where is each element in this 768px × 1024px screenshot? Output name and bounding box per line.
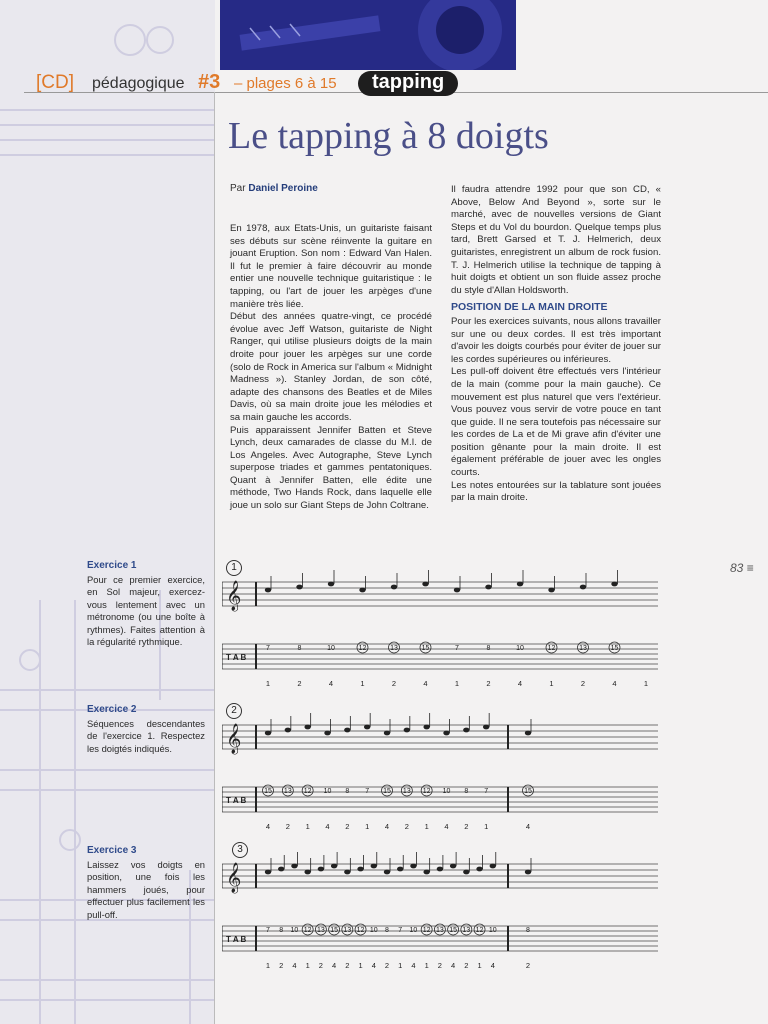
finger-number: 2 (391, 679, 397, 688)
note-head (291, 864, 297, 869)
finger-number: 4 (423, 679, 428, 688)
finger-number: 1 (358, 961, 363, 970)
note-head (344, 870, 350, 875)
note-head (423, 870, 429, 875)
tab-number: 13 (402, 788, 411, 795)
tab-number: 8 (486, 645, 491, 652)
author-name: Daniel Peroine (248, 183, 318, 194)
note-head (525, 870, 531, 875)
finger-number: 1 (365, 822, 370, 831)
note-head (384, 731, 390, 736)
tab-number: 7 (266, 927, 270, 934)
note-head (304, 870, 310, 875)
note-head (265, 731, 271, 736)
finger-number: 4 (444, 822, 449, 831)
finger-number: 4 (265, 822, 271, 831)
tab-number: 10 (442, 788, 451, 795)
section-header (36, 68, 506, 98)
finger-number: 1 (360, 679, 365, 688)
paragraph: Les pull-off doivent être effectués vers l'intérieur de la main (comme pour la main gauche). Ce mouvement est plus naturel que vers l'extérieur. Vous pouvez vous servir de votre pouce en tant que guide. Il ne sera toutefois pas nécessaire sur les cordes de La et de Mi grave afin d'éviter une position gênante pour la main droite. Il est également préférable de jouer avec les ongles courts. (451, 366, 661, 479)
note-head (485, 585, 491, 590)
note-head (397, 867, 403, 872)
finger-number: 4 (384, 822, 390, 831)
exercise-2-notation (222, 703, 662, 833)
note-head (483, 725, 489, 730)
article-title: Le tapping à 8 doigts (228, 115, 549, 157)
finger-number: 2 (437, 961, 442, 970)
note-head (359, 588, 365, 593)
note-head (328, 582, 334, 587)
section-heading: POSITION DE LA MAIN DROITE (451, 301, 608, 314)
finger-number: 2 (525, 961, 531, 970)
finger-number: 2 (486, 679, 491, 688)
exercise-2-title: Exercice 2 (87, 704, 137, 715)
finger-number: 4 (411, 961, 416, 970)
finger-number: 2 (404, 822, 409, 831)
treble-clef-icon: 𝄞 (226, 581, 242, 611)
note-head (384, 870, 390, 875)
note-head (463, 728, 469, 733)
note-head (611, 582, 617, 587)
tab-number: 7 (398, 927, 403, 934)
finger-number: 1 (424, 822, 429, 831)
article-column-1 (230, 223, 432, 513)
finger-number: 4 (525, 822, 531, 831)
tab-number: 15 (610, 645, 619, 652)
tab-number: 7 (365, 788, 370, 795)
finger-number: 2 (580, 679, 586, 688)
column-rule (214, 92, 215, 1024)
paragraph: Il faudra attendre 1992 pour que son CD, « Above, Below And Beyond », sorte sur le marché, avec de nouvelles versions de Giant Steps et du Vol du bourdon. Quelque temps plus tard, Brett Garsed et T. J. Helmerich, deux guitaristes, enregistrent un album de rock fusion. T. J. Helmerich utilise la technique de tapping à huit doigts et obtient un son fluide assez proche du style d'Allan Holdsworth. (451, 184, 661, 296)
tab-number: 10 (323, 788, 332, 795)
finger-number: 2 (285, 822, 290, 831)
note-head (296, 585, 302, 590)
note-head (344, 728, 350, 733)
page-number: 83 ≡ (730, 561, 754, 575)
tab-number: 8 (345, 788, 350, 795)
note-head (454, 588, 460, 593)
finger-number: 1 (424, 961, 429, 970)
finger-number: 1 (265, 679, 271, 688)
tab-number: 15 (421, 645, 430, 652)
finger-number: 2 (464, 961, 469, 970)
pedagogique-label: pédagogique (92, 75, 185, 92)
tab-number: 13 (435, 927, 444, 934)
finger-number: 4 (332, 961, 337, 970)
tab-number: 8 (526, 927, 530, 934)
finger-number: 1 (643, 679, 649, 688)
tab-number: 13 (579, 645, 587, 652)
tab-label: T A B (226, 653, 247, 662)
paragraph: Puis apparaissent Jennifer Batten et Steve Lynch, deux camarades de classe du M.I. de Los Angeles. Avec Autographe, Steve Lynch superpose triades et gammes pentatoniques. Quant à Jennifer Batten, elle édite une méthode, Two Hands Rock, dans laquelle elle joue un solo sur Giant Steps de John Coltrane. (230, 424, 432, 512)
exercise-3-text: Laissez vos doigts en position, une fois les hammers joués, pour effectuer plus facilement les pull-off. (87, 859, 205, 920)
finger-number: 4 (451, 961, 456, 970)
note-head (423, 725, 429, 730)
finger-number: 1 (549, 679, 554, 688)
exercise-3-notation (222, 842, 662, 972)
finger-number: 1 (265, 961, 271, 970)
finger-number: 4 (325, 822, 330, 831)
exercise-1-title: Exercice 1 (87, 560, 137, 571)
note-head (404, 728, 410, 733)
tab-number: 13 (283, 788, 292, 795)
note-head (318, 867, 324, 872)
tab-number: 12 (358, 645, 367, 652)
finger-number: 4 (612, 679, 617, 688)
note-head (517, 582, 523, 587)
note-head (357, 867, 363, 872)
tab-number: 15 (330, 927, 339, 934)
tab-number: 15 (449, 927, 458, 934)
note-head (324, 731, 330, 736)
exercise-3-number: 3 (232, 842, 248, 858)
tab-number: 8 (279, 927, 284, 934)
tab-number: 13 (316, 927, 325, 934)
note-head (490, 864, 496, 869)
finger-number: 1 (305, 961, 310, 970)
tab-number: 15 (264, 788, 272, 795)
tab-number: 15 (383, 788, 391, 795)
article-column-2 (451, 184, 661, 505)
lesson-number: #3 (198, 71, 221, 93)
note-head (278, 867, 284, 872)
note-head (580, 585, 586, 590)
exercise-2-text: Séquences descendantes de l'exercice 1. Respectez les doigtés indiqués. (87, 718, 205, 754)
note-head (410, 864, 416, 869)
note-head (443, 731, 449, 736)
paragraph: Pour les exercices suivants, nous allons travailler sur une ou deux cordes. Il est très important d'avoir les doigts courbés pour éviter de jouer sur les cordes supérieures ou inférieures. (451, 315, 661, 365)
tab-number: 12 (422, 927, 431, 934)
finger-number: 4 (328, 679, 334, 688)
exercise-1-notation (222, 560, 662, 690)
note-head (331, 864, 337, 869)
tab-number: 13 (462, 927, 471, 934)
tab-number: 10 (369, 927, 378, 934)
finger-number: 4 (517, 679, 523, 688)
tab-number: 8 (297, 645, 302, 652)
tab-number: 12 (303, 788, 312, 795)
tab-number: 7 (484, 788, 489, 795)
tab-number: 10 (327, 645, 335, 652)
note-head (304, 725, 310, 730)
banner-photo (220, 0, 516, 70)
finger-number: 2 (464, 822, 469, 831)
finger-number: 1 (305, 822, 310, 831)
finger-number: 1 (398, 961, 403, 970)
cd-label: [CD] (36, 72, 74, 93)
tab-number: 8 (464, 788, 469, 795)
tab-number: 12 (547, 645, 556, 652)
note-head (422, 582, 428, 587)
note-head (265, 588, 271, 593)
paragraph: Les notes entourées sur la tablature sont jouées par la main droite. (451, 479, 661, 504)
exercise-1-text: Pour ce premier exercice, en Sol majeur, exercez-vous lentement avec un métronome (ou une boîte à rythmes). Faites attention à la régularité rythmique. (87, 574, 205, 648)
tab-number: 7 (266, 645, 270, 652)
finger-number: 2 (279, 961, 284, 970)
note-head (525, 731, 531, 736)
exercise-1-number: 1 (226, 560, 242, 576)
note-head (391, 585, 397, 590)
finger-number: 2 (384, 961, 390, 970)
tracks-label: – plages 6 à 15 (234, 75, 337, 92)
finger-number: 4 (292, 961, 297, 970)
tab-number: 8 (385, 927, 389, 934)
tab-number: 10 (516, 645, 524, 652)
tab-number: 10 (409, 927, 418, 934)
tab-label: T A B (226, 935, 247, 944)
tab-number: 12 (303, 927, 312, 934)
finger-number: 1 (484, 822, 489, 831)
finger-number: 4 (371, 961, 376, 970)
byline (230, 183, 318, 194)
tab-number: 10 (488, 927, 497, 934)
tab-number: 13 (343, 927, 352, 934)
finger-number: 1 (454, 679, 460, 688)
page-number-text: 83 (730, 561, 744, 575)
note-head (371, 864, 377, 869)
note-head (364, 725, 370, 730)
finger-number: 2 (318, 961, 323, 970)
tab-number: 12 (475, 927, 484, 934)
note-head (437, 867, 443, 872)
paragraph: En 1978, aux Etats-Unis, un guitariste faisant ses débuts sur scène réinvente la guitare en jouant Eruption. Son nom : Edward Van Halen. Il fut le premier à faire découvrir au monde entier une nouvelle technique guitaristique : le tapping, ou l'art de jouer les arpèges d'une manière très liée. (230, 223, 432, 310)
note-head (450, 864, 456, 869)
paragraph: Début des années quatre-vingt, ce procédé évolue avec Jeff Watson, guitariste de Night Ranger, qui utilise plusieurs doigts de la main droite pour jouer les arpèges sur une corde (solo de Rock in America sur l'album « Midnight Madness »). Stanley Jordan, de son côté, adapte des chansons des Beatles et de Miles Davis, où sa main droite joue les mélodies et sa main gauche les accords. (230, 311, 432, 423)
note-head (476, 867, 482, 872)
tab-number: 12 (422, 788, 431, 795)
tab-number: 10 (290, 927, 299, 934)
note-head (548, 588, 554, 593)
topic-tag: tapping (358, 71, 458, 96)
exercise-3-title: Exercice 3 (87, 845, 137, 856)
byline-prefix: Par (230, 183, 246, 194)
note-head (285, 728, 291, 733)
exercise-2-number: 2 (226, 703, 242, 719)
finger-number: 2 (297, 679, 302, 688)
finger-number: 4 (490, 961, 495, 970)
tab-number: 13 (390, 645, 398, 652)
treble-clef-icon: 𝄞 (226, 863, 242, 893)
tab-number: 15 (524, 788, 532, 795)
finger-number: 2 (345, 822, 350, 831)
note-head (265, 870, 271, 875)
tab-number: 12 (356, 927, 365, 934)
treble-clef-icon: 𝄞 (226, 724, 242, 754)
tab-label: T A B (226, 796, 247, 805)
finger-number: 2 (345, 961, 350, 970)
tab-number: 7 (455, 645, 459, 652)
finger-number: 1 (477, 961, 482, 970)
note-head (463, 870, 469, 875)
